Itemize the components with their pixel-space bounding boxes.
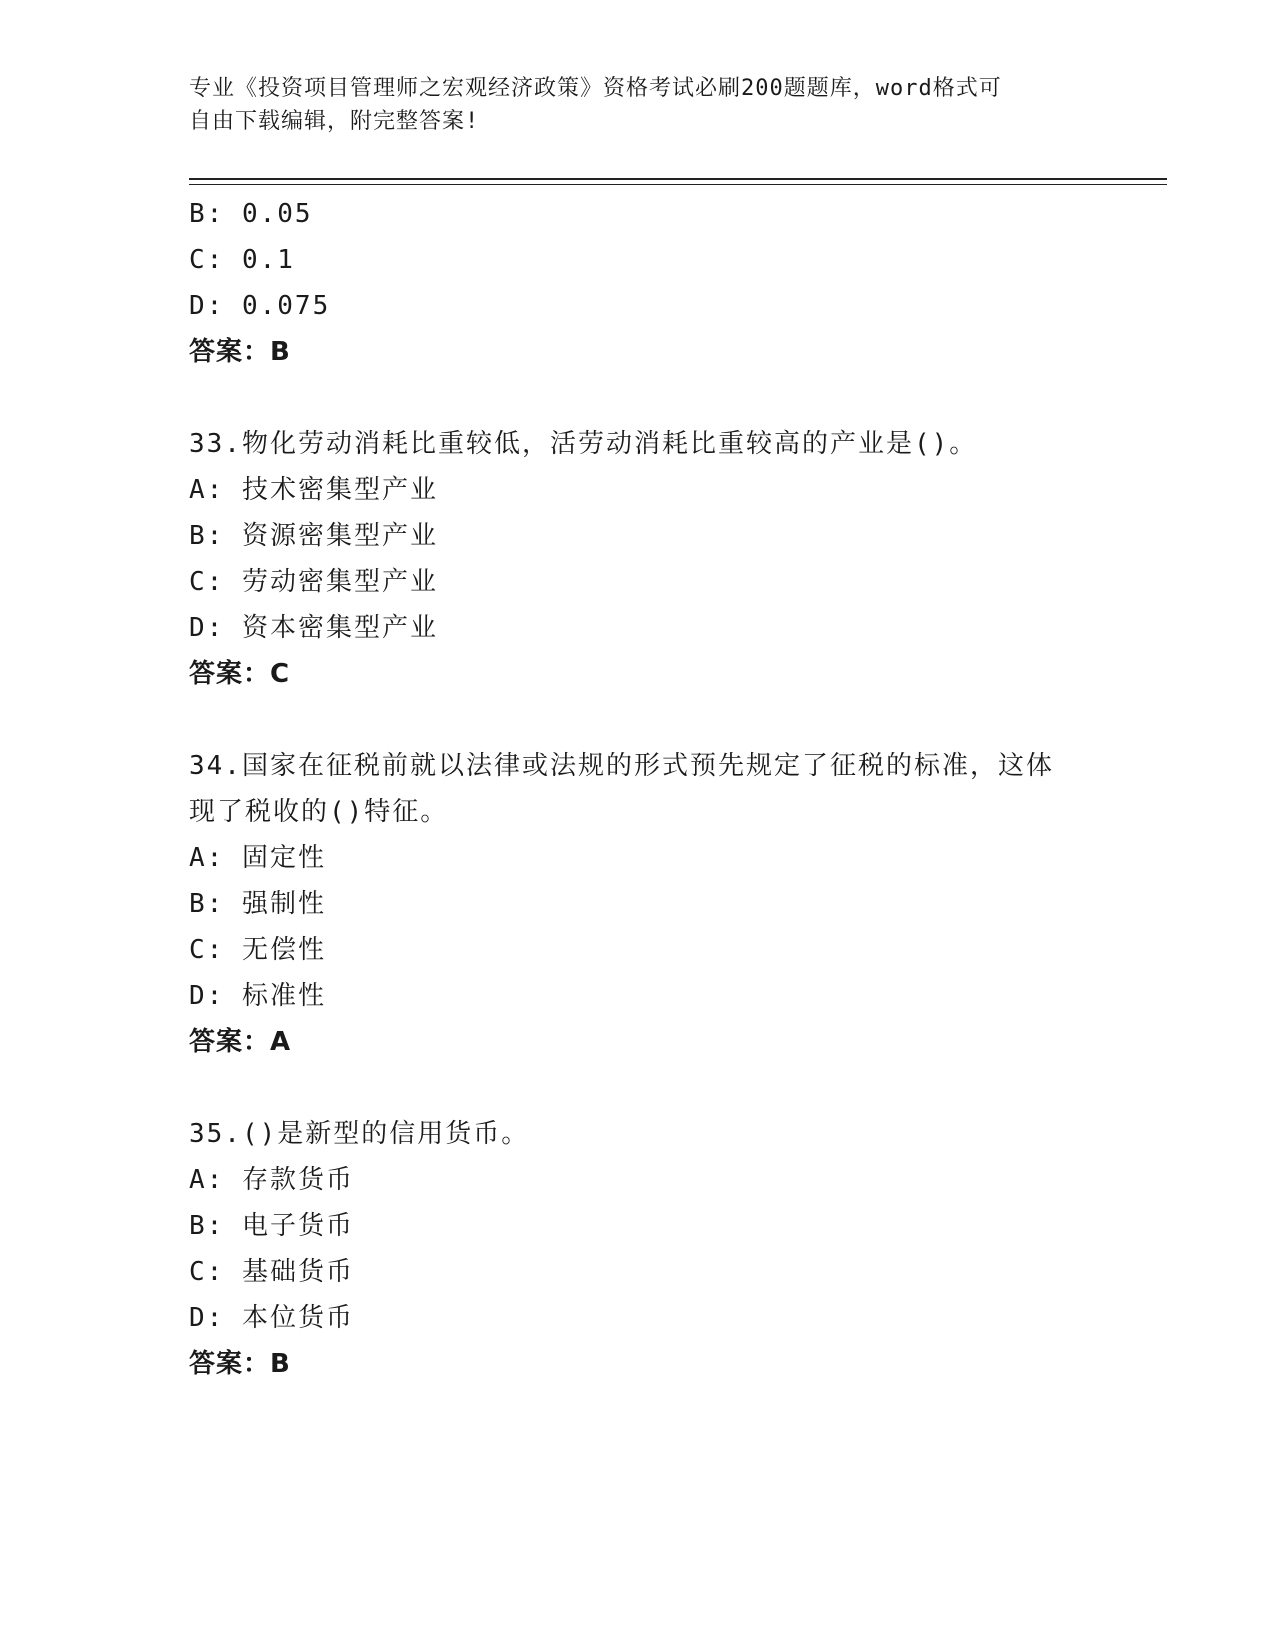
option-d: D: 0.075 [189, 291, 331, 321]
question-text-line-1: 34.国家在征税前就以法律或法规的形式预先规定了征税的标准，这体 [189, 751, 1054, 781]
header-divider-top [189, 178, 1167, 180]
header-title-line-1: 专业《投资项目管理师之宏观经济政策》资格考试必刷200题题库，word格式可 [189, 76, 1002, 101]
option-a: A: 技术密集型产业 [189, 475, 438, 505]
option-d: D: 标准性 [189, 981, 326, 1011]
question-35 [189, 1111, 1089, 1387]
question-text: 33.物化劳动消耗比重较低，活劳动消耗比重较高的产业是()。 [189, 429, 978, 459]
option-a: A: 固定性 [189, 843, 326, 873]
option-a: A: 存款货币 [189, 1165, 354, 1195]
document-header [189, 72, 1089, 138]
option-b: B: 强制性 [189, 889, 326, 919]
answer: 答案：B [189, 1349, 291, 1379]
option-c: C: 基础货币 [189, 1257, 354, 1287]
option-d: D: 本位货币 [189, 1303, 354, 1333]
option-d: D: 资本密集型产业 [189, 613, 438, 643]
answer: 答案：A [189, 1027, 292, 1057]
option-b: B: 资源密集型产业 [189, 521, 438, 551]
question-text: 35.()是新型的信用货币。 [189, 1119, 530, 1149]
header-title-line-2: 自由下载编辑，附完整答案! [189, 109, 480, 134]
question-33 [189, 421, 1089, 697]
spacer [189, 375, 1089, 421]
option-c: C: 0.1 [189, 245, 295, 275]
option-b: B: 0.05 [189, 199, 313, 229]
option-c: C: 无偿性 [189, 935, 326, 965]
option-c: C: 劳动密集型产业 [189, 567, 438, 597]
header-divider-bottom [189, 184, 1167, 185]
question-text-line-2: 现了税收的()特征。 [189, 797, 449, 827]
spacer [189, 697, 1089, 743]
question-32-partial [189, 191, 1089, 375]
answer: 答案：C [189, 659, 291, 689]
option-b: B: 电子货币 [189, 1211, 354, 1241]
question-list [189, 191, 1089, 1387]
answer: 答案：B [189, 337, 291, 367]
question-34 [189, 743, 1089, 1065]
spacer [189, 1065, 1089, 1111]
